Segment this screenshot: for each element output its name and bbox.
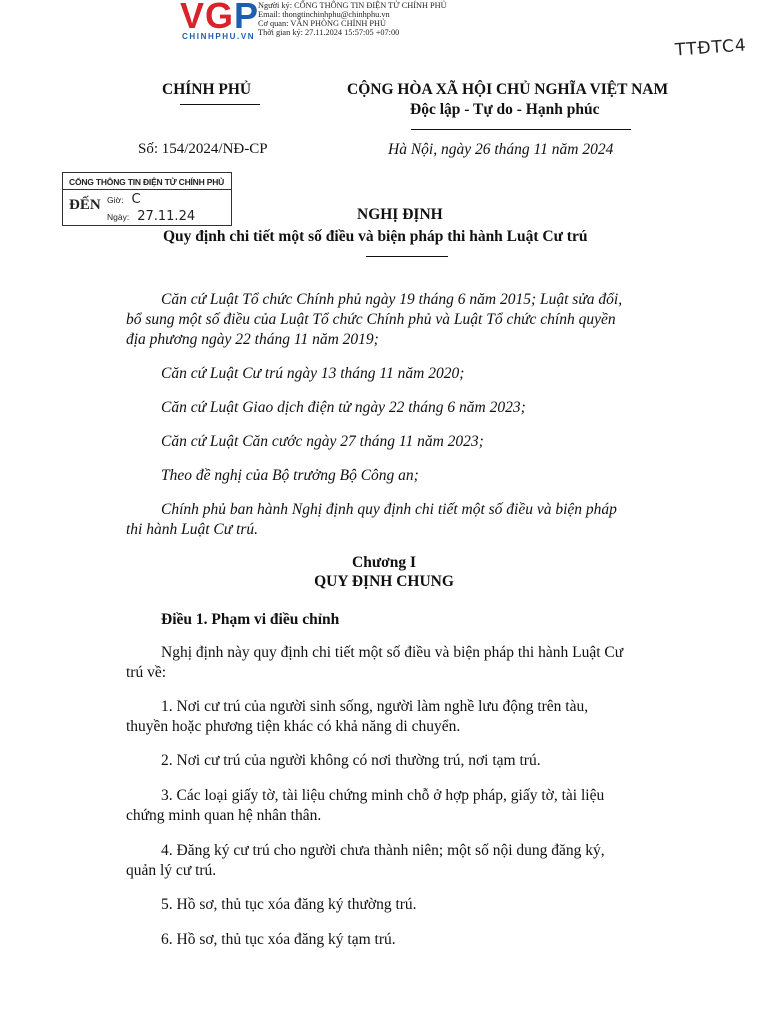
article-1-heading: Điều 1. Phạm vi điều chỉnh — [161, 611, 340, 628]
national-title: CỘNG HÒA XÃ HỘI CHỦ NGHĨA VIỆT NAM — [347, 81, 669, 98]
signature-email: Email: thongtinchinhphu@chinhphu.vn — [258, 10, 390, 19]
preamble-basis-1-line-3: địa phương ngày 22 tháng 11 năm 2019; — [126, 331, 379, 348]
vgp-logo — [180, 0, 259, 36]
article-1-item-1-line-2: thuyền hoặc phương tiện khác có khả năng di chuyển. — [126, 718, 461, 735]
organization-underline — [180, 104, 260, 105]
logo-subtitle: CHINHPHU.VN — [182, 32, 256, 41]
logo-letter-g: G — [205, 0, 235, 36]
title-underline — [366, 256, 448, 257]
motto-underline — [411, 129, 631, 130]
document-title: Quy định chi tiết một số điều và biện pháp thi hành Luật Cư trú — [163, 228, 588, 245]
preamble-enactment-line-2: thi hành Luật Cư trú. — [126, 521, 259, 538]
place-and-date: Hà Nội, ngày 26 tháng 11 năm 2024 — [388, 141, 614, 158]
received-stamp — [62, 172, 232, 226]
preamble-proposal: Theo đề nghị của Bộ trưởng Bộ Công an; — [161, 467, 419, 484]
stamp-time-row — [107, 192, 141, 207]
stamp-date-label: Ngày: — [107, 212, 130, 222]
preamble-basis-1-line-1: Căn cứ Luật Tổ chức Chính phủ ngày 19 tháng 6 năm 2015; Luật sửa đổi, — [161, 291, 623, 308]
article-1-item-2: 2. Nơi cư trú của người không có nơi thường trú, nơi tạm trú. — [161, 752, 541, 769]
signature-agency: Cơ quan: VĂN PHÒNG CHÍNH PHỦ — [258, 19, 387, 28]
stamp-time-value: C — [131, 192, 141, 207]
preamble-basis-4: Căn cứ Luật Căn cước ngày 27 tháng 11 năm 2023; — [161, 433, 484, 450]
chapter-name: QUY ĐỊNH CHUNG — [314, 573, 454, 590]
preamble-enactment-line-1: Chính phủ ban hành Nghị định quy định chi tiết một số điều và biện pháp — [161, 501, 617, 518]
chapter-number: Chương I — [352, 554, 416, 571]
signature-signer: Người ký: CỔNG THÔNG TIN ĐIỆN TỬ CHÍNH PHỦ — [258, 1, 447, 10]
article-1-item-3-line-2: chứng minh quan hệ nhân thân. — [126, 807, 322, 824]
article-1-intro-line-1: Nghị định này quy định chi tiết một số điều và biện pháp thi hành Luật Cư — [161, 644, 624, 661]
article-1-item-6: 6. Hồ sơ, thủ tục xóa đăng ký tạm trú. — [161, 931, 396, 948]
stamp-title: CỔNG THÔNG TIN ĐIỆN TỬ CHÍNH PHỦ — [69, 177, 225, 187]
logo-letter-v: V — [180, 0, 206, 36]
stamp-date-row — [107, 209, 195, 224]
stamp-date-value: 27.11.24 — [137, 209, 196, 224]
document-type: NGHỊ ĐỊNH — [357, 206, 443, 223]
handwritten-note: TTĐTC4 — [674, 35, 748, 61]
article-1-item-1-line-1: 1. Nơi cư trú của người sinh sống, người làm nghề lưu động trên tàu, — [161, 698, 589, 715]
stamp-divider — [63, 189, 231, 190]
logo-letter-p: P — [234, 0, 260, 36]
article-1-item-5: 5. Hồ sơ, thủ tục xóa đăng ký thường trú. — [161, 896, 417, 913]
preamble-basis-3: Căn cứ Luật Giao dịch điện tử ngày 22 tháng 6 năm 2023; — [161, 399, 526, 416]
preamble-basis-1-line-2: bổ sung một số điều của Luật Tổ chức Chính phủ và Luật Tổ chức chính quyền — [126, 311, 616, 328]
document-number: Số: 154/2024/NĐ-CP — [138, 141, 268, 157]
preamble-basis-2: Căn cứ Luật Cư trú ngày 13 tháng 11 năm 2020; — [161, 365, 465, 382]
article-1-item-4-line-2: quản lý cư trú. — [126, 862, 217, 879]
signature-time: Thời gian ký: 27.11.2024 15:57:05 +07:00 — [258, 28, 400, 37]
stamp-time-label: Giờ: — [107, 195, 124, 205]
national-motto: Độc lập - Tự do - Hạnh phúc — [410, 101, 600, 118]
article-1-item-3-line-1: 3. Các loại giấy tờ, tài liệu chứng minh chỗ ở hợp pháp, giấy tờ, tài liệu — [161, 787, 605, 804]
article-1-item-4-line-1: 4. Đăng ký cư trú cho người chưa thành niên; một số nội dung đăng ký, — [161, 842, 605, 859]
stamp-den-label: ĐẾN — [69, 197, 101, 213]
article-1-intro-line-2: trú về: — [126, 664, 167, 681]
issuing-organization: CHÍNH PHỦ — [162, 81, 252, 98]
